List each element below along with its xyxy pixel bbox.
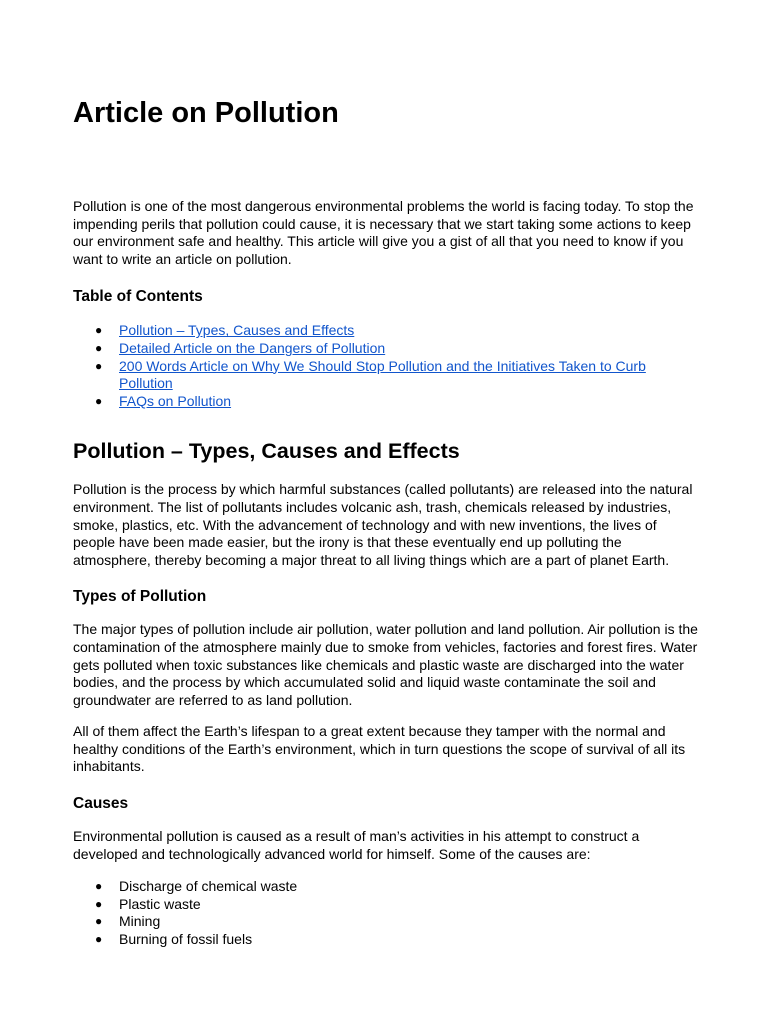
causes-list (73, 878, 698, 948)
bullet-icon: ● (95, 340, 103, 355)
page-title: Article on Pollution (73, 97, 339, 129)
toc-item (73, 322, 698, 340)
toc-item (73, 393, 698, 411)
list-item-text: Plastic waste (119, 895, 201, 912)
bullet-icon: ● (95, 358, 103, 373)
bullet-icon: ● (95, 914, 103, 929)
list-item (73, 931, 698, 949)
toc-list (73, 322, 698, 410)
bullet-icon: ● (95, 896, 103, 911)
bullet-icon: ● (95, 879, 103, 894)
bullet-icon: ● (95, 932, 103, 947)
intro-paragraph: Pollution is one of the most dangerous environmental problems the world is facing today. To stop the impending perils that pollution could cause, it is necessary that we start taking some actions to keep our environment safe and healthy. This article will give you a gist of all that you need to know if you want to write an article on pollution. (73, 198, 694, 267)
list-item-text: Mining (119, 913, 161, 930)
types-paragraph: All of them affect the Earth’s lifespan to a great extent because they tamper with the normal and healthy conditions of the Earth’s environment, which in turn questions the scope of survival of all its inhabitants. (73, 723, 686, 775)
document-body (73, 198, 698, 949)
section-paragraph: Pollution is the process by which harmful substances (called pollutants) are released into the natural environment. The list of pollutants includes volcanic ash, trash, chemicals released by industries, smoke, plastics, etc. With the advancement of technology and with new inventions, the lives of people have been made easier, but the irony is that these eventually end up polluting the atmosphere, thereby becoming a major threat to all living things which are a part of planet Earth. (73, 481, 693, 568)
toc-link-dangers[interactable]: Detailed Article on the Dangers of Pollution (119, 339, 386, 356)
list-item (73, 896, 698, 914)
subheading-causes: Causes (73, 795, 129, 813)
causes-paragraph: Environmental pollution is caused as a result of man’s activities in his attempt to construct a developed and technologically advanced world for himself. Some of the causes are: (73, 828, 640, 862)
toc-link-faqs[interactable]: FAQs on Pollution (119, 392, 232, 409)
list-item-text: Burning of fossil fuels (119, 931, 253, 948)
subheading-types-of-pollution: Types of Pollution (73, 588, 207, 606)
toc-item (73, 358, 698, 393)
list-item (73, 878, 698, 896)
toc-link-types-causes-effects[interactable]: Pollution – Types, Causes and Effects (119, 322, 355, 339)
bullet-icon: ● (95, 323, 103, 338)
toc-heading: Table of Contents (73, 288, 203, 306)
toc-link-200-words[interactable]: 200 Words Article on Why We Should Stop Pollution and the Initiatives Taken to Curb Pollution (119, 357, 646, 392)
toc-item (73, 340, 698, 358)
list-item (73, 913, 698, 931)
section-heading-types-causes-effects: Pollution – Types, Causes and Effects (73, 439, 460, 464)
bullet-icon: ● (95, 393, 103, 408)
types-paragraph: The major types of pollution include air pollution, water pollution and land pollution. Air pollution is the contamination of the atmosphere mainly due to smoke from vehicles, factories and forest fires. Water gets polluted when toxic substances like chemicals and plastic waste are discharged into the water bodies, and the process by which accumulated solid and liquid waste contaminate the soil and groundwater are referred to as land pollution. (73, 621, 698, 708)
list-item-text: Discharge of chemical waste (119, 878, 298, 895)
